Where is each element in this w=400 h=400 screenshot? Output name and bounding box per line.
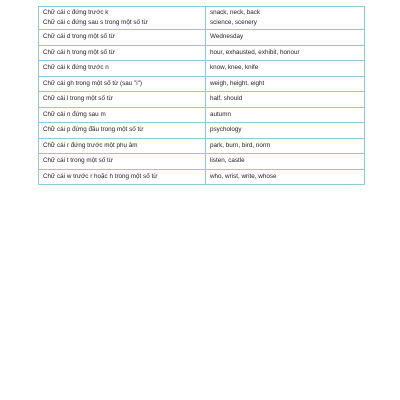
rule-text: Chữ cái l trong một số từ xyxy=(43,95,113,102)
rule-text: Chữ cái k đứng trước n xyxy=(43,64,109,71)
table-row xyxy=(39,107,365,123)
table-row xyxy=(39,45,365,61)
rule-cell xyxy=(39,30,206,46)
rule-cell xyxy=(39,45,206,61)
table-row xyxy=(39,76,365,92)
rule-text: Chữ cái n đứng sau m xyxy=(43,110,106,118)
rule-cell xyxy=(39,92,206,108)
rule-cell xyxy=(39,61,206,77)
example-text: autumn xyxy=(210,110,232,118)
rule-cell xyxy=(39,76,206,92)
table-row xyxy=(39,92,365,108)
example-cell xyxy=(206,92,365,108)
silent-letters-table-container xyxy=(38,6,356,185)
table-row xyxy=(39,169,365,185)
table-row xyxy=(39,138,365,154)
example-cell xyxy=(206,123,365,139)
example-text: snack, neck, back xyxy=(210,9,261,16)
silent-letters-table xyxy=(38,6,365,185)
example-text: half, should xyxy=(210,95,243,102)
example-text: who, wrist, write, whose xyxy=(210,172,277,180)
example-text: Wednesday xyxy=(210,33,244,40)
example-text: science, scenery xyxy=(210,19,257,26)
example-text: park, burn, bird, norm xyxy=(210,141,271,149)
table-row xyxy=(39,61,365,77)
rule-text: Chữ cái c đứng trước k xyxy=(43,9,109,16)
example-text: know, knee, knife xyxy=(210,64,259,71)
example-cell xyxy=(206,45,365,61)
rule-cell xyxy=(39,154,206,170)
example-cell xyxy=(206,169,365,185)
example-cell xyxy=(206,76,365,92)
example-text: weigh, height, eight xyxy=(210,79,265,87)
rule-text: Chữ cái c đứng sau s trong một số từ xyxy=(43,19,148,26)
table-row xyxy=(39,7,365,30)
rule-cell xyxy=(39,138,206,154)
rule-text: Chữ cái gh trong một số từ (sau "i") xyxy=(43,79,142,87)
example-cell xyxy=(206,61,365,77)
rule-text: Chữ cái t trong một số từ xyxy=(43,157,114,164)
rule-text: Chữ cái r đứng trước một phụ âm xyxy=(43,141,138,149)
rule-cell xyxy=(39,107,206,123)
example-text: hour, exhausted, exhibit, honour xyxy=(210,48,300,56)
example-cell xyxy=(206,30,365,46)
table-row xyxy=(39,154,365,170)
rule-text: Chữ cái d trong một số từ xyxy=(43,33,115,40)
example-cell xyxy=(206,107,365,123)
table-row xyxy=(39,123,365,139)
rule-text: Chữ cái w trước r hoặc h trong một số từ xyxy=(43,172,158,180)
rule-text: Chữ cái h trong một số từ xyxy=(43,48,115,56)
rule-cell xyxy=(39,169,206,185)
example-text: psychology xyxy=(210,126,242,133)
example-cell xyxy=(206,7,365,30)
rule-cell xyxy=(39,7,206,30)
example-text: listen, castle xyxy=(210,157,245,164)
table-row xyxy=(39,30,365,46)
example-cell xyxy=(206,154,365,170)
example-cell xyxy=(206,138,365,154)
rule-cell xyxy=(39,123,206,139)
rule-text: Chữ cái p đứng đầu trong một số từ xyxy=(43,126,144,133)
